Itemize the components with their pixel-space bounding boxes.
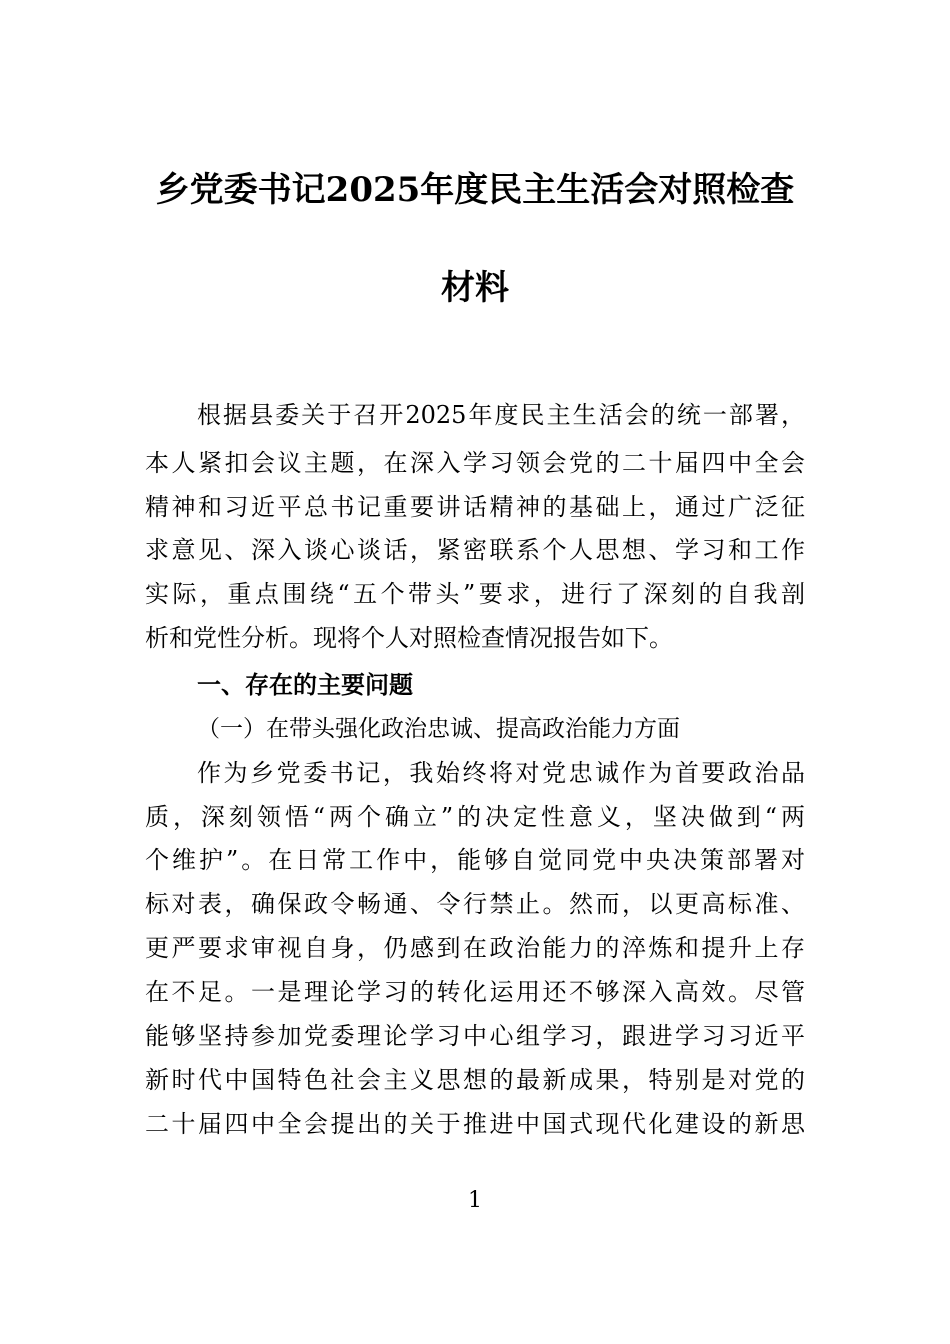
intro-line: 实际，重点围绕“五个带头”要求，进行了深刻的自我剖 [145, 580, 805, 608]
body-line: 新时代中国特色社会主义思想的最新成果，特别是对党的 [145, 1066, 805, 1094]
subsection-heading: （一）在带头强化政治忠诚、提高政治能力方面 [197, 716, 680, 742]
document-title-line-2: 材料 [441, 268, 509, 308]
section-heading: 一、存在的主要问题 [197, 671, 413, 699]
intro-line: 求意见、深入谈心谈话，紧密联系个人思想、学习和工作 [145, 536, 805, 564]
body-line: 能够坚持参加党委理论学习中心组学习，跟进学习习近平 [145, 1022, 805, 1050]
body-line: 作为乡党委书记，我始终将对党忠诚作为首要政治品 [197, 759, 805, 787]
body-line: 更严要求审视自身，仍感到在政治能力的淬炼和提升上存 [145, 934, 805, 962]
document-title-line-1: 乡党委书记2025年度民主生活会对照检查 [155, 170, 795, 210]
body-line: 质，深刻领悟“两个确立”的决定性意义，坚决做到“两 [145, 803, 805, 831]
body-line: 在不足。一是理论学习的转化运用还不够深入高效。尽管 [145, 978, 805, 1006]
intro-line: 精神和习近平总书记重要讲话精神的基础上，通过广泛征 [145, 493, 805, 521]
body-line: 二十届四中全会提出的关于推进中国式现代化建设的新思 [145, 1110, 805, 1138]
body-line: 个维护”。在日常工作中，能够自觉同党中央决策部署对 [145, 846, 805, 874]
intro-line: 本人紧扣会议主题，在深入学习领会党的二十届四中全会 [145, 449, 805, 477]
intro-line: 根据县委关于召开2025年度民主生活会的统一部署， [197, 401, 805, 429]
intro-line: 析和党性分析。现将个人对照检查情况报告如下。 [145, 624, 673, 652]
body-line: 标对表，确保政令畅通、令行禁止。然而，以更高标准、 [145, 890, 805, 918]
page-number: 1 [468, 1188, 482, 1213]
